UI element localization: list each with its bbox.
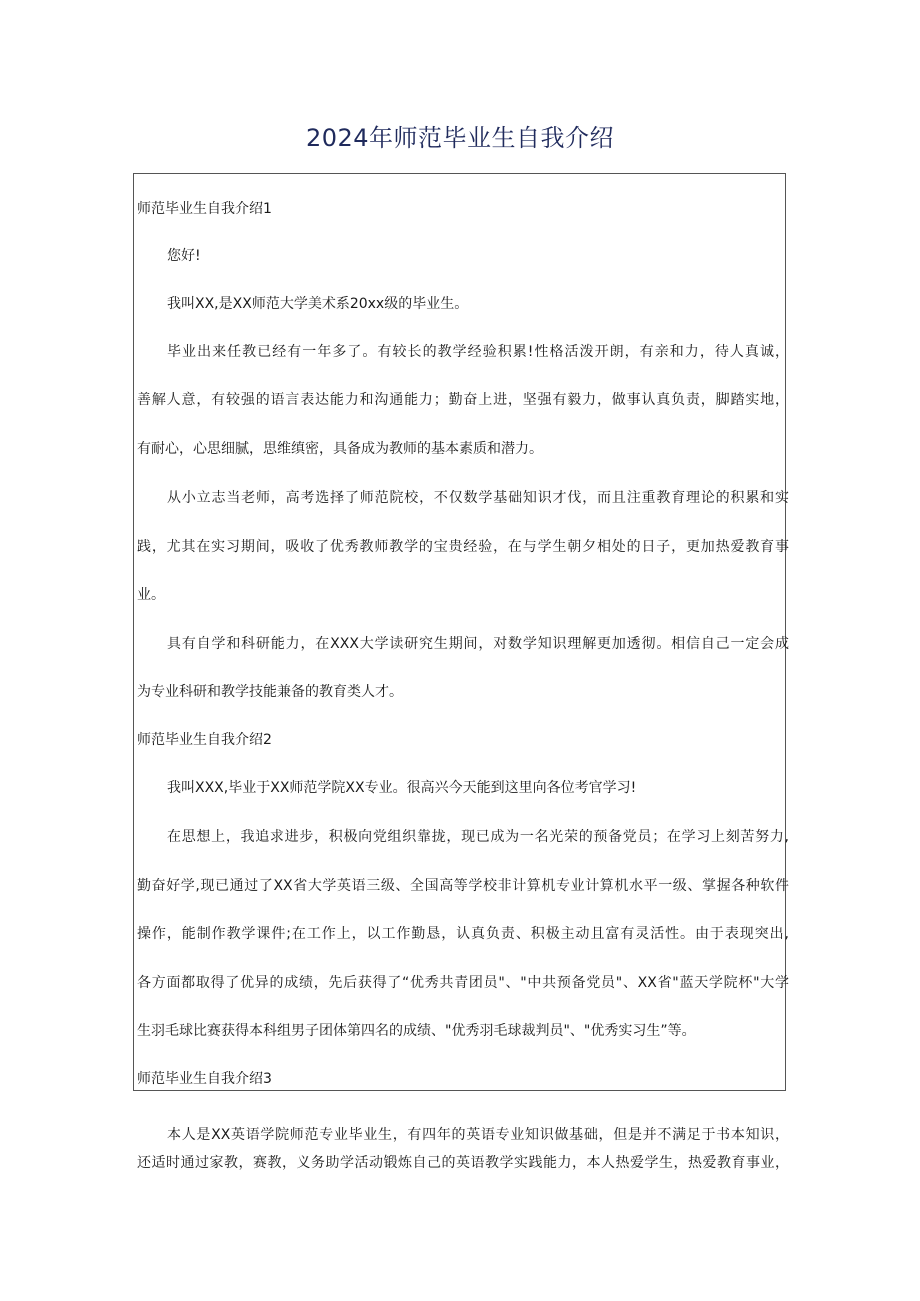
paragraph-line: 还适时通过家教，赛教，义务助学活动锻炼自己的英语教学实践能力，本人热爱学生，热爱教育事业， [137, 1155, 789, 1171]
paragraph-line: 操作，能制作教学课件;在工作上，以工作勤恳，认真负责、积极主动且富有灵活性。由于表现突出, [137, 926, 789, 942]
paragraph-line: 我叫XXX,毕业于XX师范学院XX专业。很高兴今天能到这里向各位考官学习! [167, 780, 637, 796]
section-heading-3: 师范毕业生自我介绍3 [137, 1071, 272, 1087]
paragraph-line: 各方面都取得了优异的成绩，先后获得了“优秀共青团员"、"中共预备党员"、XX省"蓝天学院杯"大学 [137, 975, 789, 991]
paragraph-line: 践，尤其在实习期间，吸收了优秀教师教学的宝贵经验，在与学生朝夕相处的日子，更加热爱教育事 [137, 539, 789, 555]
paragraph-line: 从小立志当老师，高考选择了师范院校，不仅数学基础知识才伐，而且注重教育理论的积累和实 [167, 490, 789, 506]
paragraph-line: 毕业出来任教已经有一年多了。有较长的教学经验积累!性格活泼开朗，有亲和力，待人真诚， [167, 344, 789, 360]
paragraph-line: 勤奋好学,现已通过了XX省大学英语三级、全国高等学校非计算机专业计算机水平一级、掌握各种软件 [137, 878, 789, 894]
paragraph-line: 本人是XX英语学院师范专业毕业生，有四年的英语专业知识做基础，但是并不满足于书本知识， [167, 1127, 789, 1143]
section-heading-1: 师范毕业生自我介绍1 [137, 201, 272, 217]
section-heading-2: 师范毕业生自我介绍2 [137, 732, 272, 748]
paragraph-line: 为专业科研和教学技能兼备的教育类人才。 [137, 684, 403, 700]
paragraph-line: 在思想上，我追求进步，积极向党组织靠拢，现已成为一名光荣的预备党员；在学习上刻苦努力, [167, 829, 789, 845]
paragraph-line: 具有自学和科研能力，在XXX大学读研究生期间，对数学知识理解更加透彻。相信自己一定会成 [167, 636, 789, 652]
paragraph-line: 善解人意，有较强的语言表达能力和沟通能力；勤奋上进，坚强有毅力，做事认真负责，脚踏实地， [137, 392, 789, 408]
paragraph-line: 您好! [167, 248, 201, 264]
paragraph-line: 业。 [137, 587, 165, 603]
document-title: 2024年师范毕业生自我介绍 [305, 124, 615, 152]
paragraph-line: 我叫XX,是XX师范大学美术系20xx级的毕业生。 [167, 296, 469, 312]
paragraph-line: 生羽毛球比赛获得本科组男子团体第四名的成绩、"优秀羽毛球裁判员"、"优秀实习生”等。 [137, 1023, 696, 1039]
paragraph-line: 有耐心，心思细腻，思维缜密，具备成为教师的基本素质和潜力。 [137, 441, 543, 457]
